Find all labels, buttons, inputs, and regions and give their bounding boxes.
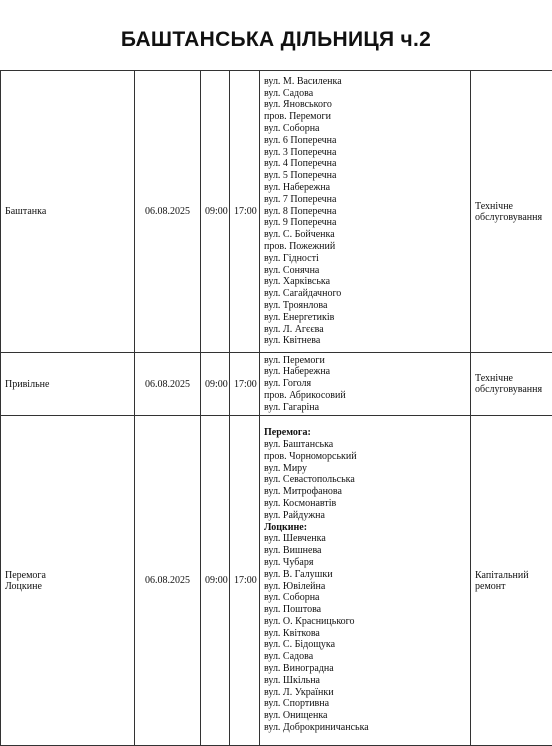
page-title: БАШТАНСЬКА ДІЛЬНИЦЯ ч.2 [0, 28, 552, 52]
street-item: пров. Абрикосовий [264, 390, 466, 402]
street-item: вул. Гоголя [264, 378, 466, 390]
streets-cell [260, 353, 471, 416]
streets-cell [260, 416, 471, 746]
street-item: вул. Соборна [264, 123, 466, 135]
street-item: вул. Сагайдачного [264, 288, 466, 300]
street-item: вул. Ювілейна [264, 581, 466, 593]
street-item: вул. Гагаріна [264, 402, 466, 414]
work-type-text: обслуговування [475, 212, 552, 223]
work-type-text: ремонт [475, 581, 552, 592]
settlement-cell [1, 353, 135, 416]
street-item: вул. Онищенка [264, 710, 466, 722]
street-item: вул. Митрофанова [264, 486, 466, 498]
street-item: вул. 9 Поперечна [264, 217, 466, 229]
street-item: пров. Чорноморський [264, 451, 466, 463]
street-item: вул. С. Бідощука [264, 639, 466, 651]
street-item: вул. 4 Поперечна [264, 158, 466, 170]
work-type-text: Капітальний [475, 570, 552, 581]
street-item: вул. Шкільна [264, 675, 466, 687]
street-item: вул. Гідності [264, 253, 466, 265]
outage-schedule-table [0, 70, 552, 746]
street-item: вул. 8 Поперечна [264, 206, 466, 218]
street-item: вул. Райдужна [264, 510, 466, 522]
settlement-name: Перемога [5, 570, 130, 581]
street-item: вул. Перемоги [264, 355, 466, 367]
settlement-name: Лоцкине [5, 581, 130, 592]
street-item: вул. Садова [264, 88, 466, 100]
street-item: вул. Енергетиків [264, 312, 466, 324]
street-item: вул. Квітнева [264, 335, 466, 347]
work-type-text: Технічне [475, 373, 552, 384]
street-item: вул. Л. Українки [264, 687, 466, 699]
street-item: вул. Садова [264, 651, 466, 663]
settlement-name: Привільне [5, 379, 130, 390]
date-cell: 06.08.2025 [135, 416, 201, 746]
street-item: вул. Набережна [264, 366, 466, 378]
street-item: вул. Л. Агєєва [264, 324, 466, 336]
work-type-cell [471, 416, 552, 746]
settlement-cell [1, 416, 135, 746]
street-item: вул. Квіткова [264, 628, 466, 640]
street-item: вул. 3 Поперечна [264, 147, 466, 159]
start-time-cell: 09:00 [201, 416, 230, 746]
settlement-cell [1, 71, 135, 353]
street-item: вул. Набережна [264, 182, 466, 194]
work-type-cell [471, 353, 552, 416]
street-item: вул. Спортивна [264, 698, 466, 710]
work-type-text: обслуговування [475, 384, 552, 395]
end-time-cell: 17:00 [230, 416, 260, 746]
start-time-cell: 09:00 [201, 353, 230, 416]
street-group-heading: Перемога: [264, 427, 466, 439]
end-time-cell: 17:00 [230, 353, 260, 416]
street-item: вул. 6 Поперечна [264, 135, 466, 147]
street-item: вул. Севастопольська [264, 474, 466, 486]
end-time-cell: 17:00 [230, 71, 260, 353]
street-item: вул. Чубаря [264, 557, 466, 569]
street-item: вул. С. Бойченка [264, 229, 466, 241]
settlement-name: Баштанка [5, 206, 130, 217]
date-cell: 06.08.2025 [135, 353, 201, 416]
street-item: вул. О. Красницького [264, 616, 466, 628]
street-item: вул. Поштова [264, 604, 466, 616]
street-item: вул. Баштанська [264, 439, 466, 451]
street-item: вул. Яновського [264, 99, 466, 111]
work-type-cell [471, 71, 552, 353]
street-item: вул. 7 Поперечна [264, 194, 466, 206]
date-cell: 06.08.2025 [135, 71, 201, 353]
street-item: вул. Миру [264, 463, 466, 475]
table-row [1, 71, 552, 353]
street-item: вул. Соборна [264, 592, 466, 604]
street-item: вул. 5 Поперечна [264, 170, 466, 182]
street-item: вул. Космонавтів [264, 498, 466, 510]
street-item: вул. Троянлова [264, 300, 466, 312]
street-item: вул. Сонячна [264, 265, 466, 277]
street-item: вул. Шевченка [264, 533, 466, 545]
street-item: вул. Доброкриничанська [264, 722, 466, 734]
street-item: вул. М. Василенка [264, 76, 466, 88]
table-body [1, 71, 552, 746]
streets-cell [260, 71, 471, 353]
street-item: пров. Пожежний [264, 241, 466, 253]
street-item: вул. Харківська [264, 276, 466, 288]
street-group-heading: Лоцкине: [264, 522, 466, 534]
start-time-cell: 09:00 [201, 71, 230, 353]
street-item: вул. В. Галушки [264, 569, 466, 581]
table-row [1, 416, 552, 746]
street-item: пров. Перемоги [264, 111, 466, 123]
street-item: вул. Вишнева [264, 545, 466, 557]
street-item: вул. Виноградна [264, 663, 466, 675]
work-type-text: Технічне [475, 201, 552, 212]
table-row [1, 353, 552, 416]
